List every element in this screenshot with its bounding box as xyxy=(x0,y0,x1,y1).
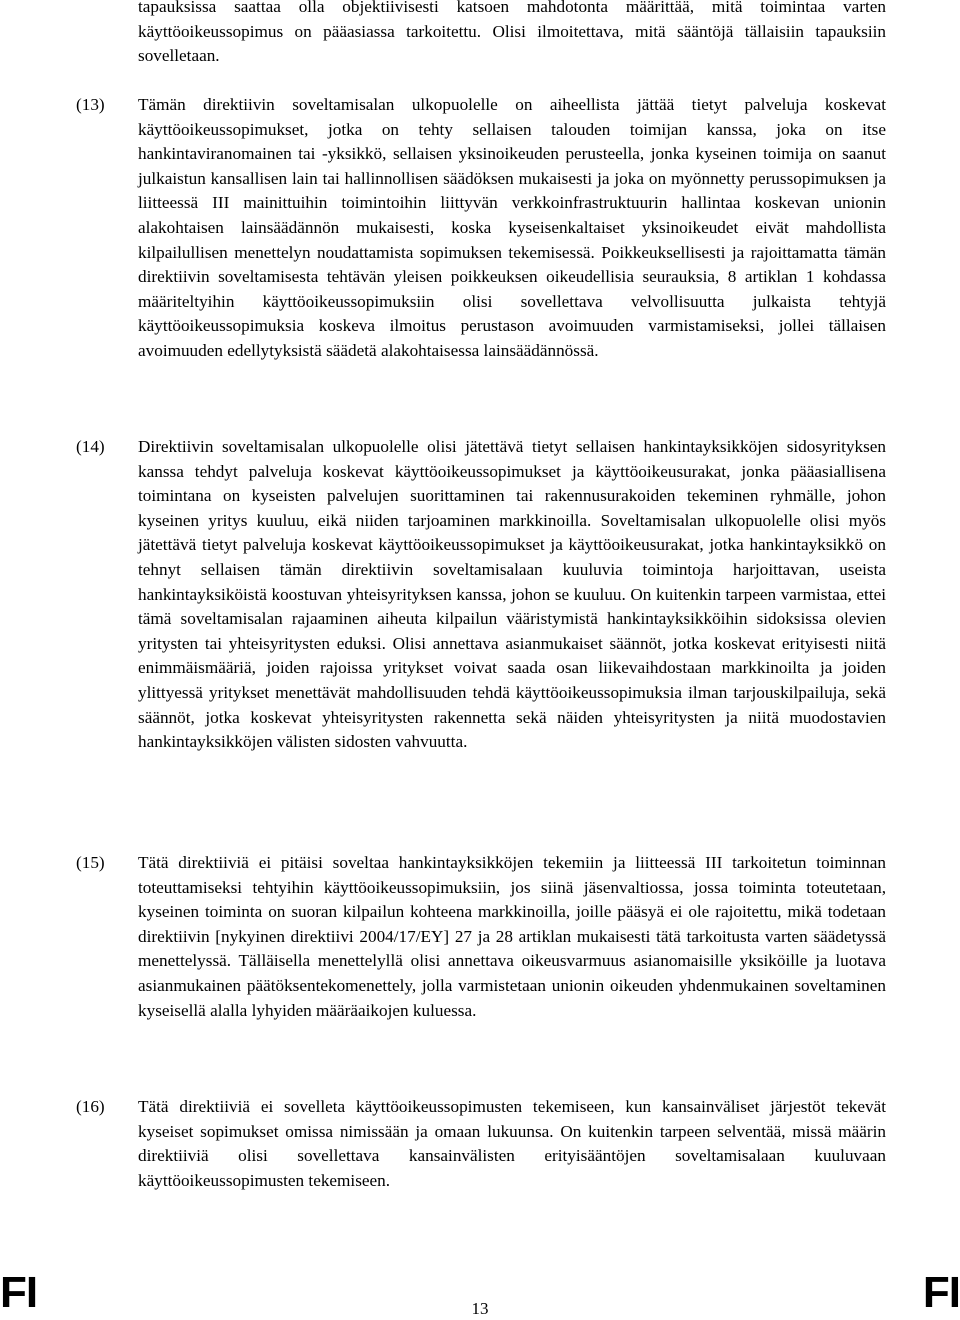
paragraph-16-text: Tätä direktiiviä ei sovelleta käyttöoikeussopimusten tekemiseen, kun kansainväliset järjestöt tekevät kyseiset sopimukset omissa nimissään ja omaan lukuunsa. On kuitenkin tarpeen selventää, missä määrin direktiiviä olisi sovellettava kansainvälisten erityisääntöjen soveltamisalaan kuuluvaan käyttöoikeussopimusten tekemiseen. xyxy=(138,1097,886,1190)
footer-language-code-left: FI xyxy=(0,1268,38,1317)
paragraph-number-14: (14) xyxy=(76,437,105,456)
paragraph-number-13: (13) xyxy=(76,95,105,114)
paragraph-number-16: (16) xyxy=(76,1097,105,1116)
paragraph-number-15: (15) xyxy=(76,853,105,872)
paragraph-13-text: Tämän direktiivin soveltamisalan ulkopuolelle on aiheellista jättää tietyt palveluja koskevat käyttöoikeussopimukset, jotka on tehty sellaisen talouden toimijan kanssa, joka on itse hankintaviranomainen tai -yksikkö, sellaisen yksinoikeuden perusteella, jonka kyseinen toimija on saanut julkaistun kansallisen lain tai hallinnollisen säädöksen mukaisesti ja joka on myönnetty perussopimuksen ja liitteessä III mainittuihin toimintoihin liittyvän verkkoinfrastruktuurin hallintaa koskevan unionin alakohtaisen lainsäädännön mukaisesti, koska kyseisenkaltaiset yksinoikeudet eivät mahdollista kilpailullisen menettelyn noudattamista sopimuksen tekemisessä. Poikkeuksellisesti ja rajoittamatta tämän direktiivin soveltamisesta tehtävän yleisen poikkeuksen oikeudellisia seurauksia, 8 artiklan 1 kohdassa määriteltyihin käyttöoikeussopimuksiin olisi sovellettava velvollisuutta julkaista tehtyjä käyttöoikeussopimuksia koskeva ilmoitus perustason avoimuuden varmistamiseksi, jollei tällaisen avoimuuden edellytyksistä säädetä alakohtaisessa lainsäädännössä. xyxy=(138,95,886,360)
page-number: 13 xyxy=(471,1299,489,1318)
footer-language-code-right: FI xyxy=(922,1268,960,1317)
intro-paragraph-continuation: tapauksissa saattaa olla objektiivisesti katsoen mahdotonta määrittää, mitä toimintaa varten käyttöoikeussopimus on pääasiassa tarkoitettu. Olisi ilmoitettava, mitä sääntöjä tällaisiin tapauksiin sovelletaan. xyxy=(138,0,886,66)
paragraph-14-text: Direktiivin soveltamisalan ulkopuolelle olisi jätettävä tietyt sellaisen hankintayksikköjen sidosyrityksen kanssa tehdyt palveluja koskevat käyttöoikeussopimukset ja käyttöoikeusurakat, jonka pääasiallisena toimintana on kyseisten palvelujen suorittaminen tai rakennusurakoiden tekeminen ryhmälle, johon kyseinen yritys kuuluu, eikä niiden tarjoaminen markkinoilla. Soveltamisalan ulkopuolelle olisi myös jätettävä tietyt palveluja koskevat käyttöoikeussopimukset ja käyttöoikeusurakat, jotka hankintayksikkö on tehnyt sellaisen tämän direktiivin soveltamisalaan kuuluvia toimintoja harjoittavan, useista hankintayksiköistä koostuvan yhteisyrityksen kanssa, johon se kuuluu. On kuitenkin tarpeen varmistaa, ettei tämä soveltamisalan rajaaminen aiheuta kilpailun vääristymistä hankintayksikköihin sidoksissa olevien yritysten tai yhteisyritysten eduksi. Olisi annettava asianmukaiset säännöt, jotka koskevat erityisesti niitä enimmäismääriä, joiden rajoissa yritykset voivat saada osan liikevaihdostaan markkinoilta ja joiden ylittyessä yritykset menettävät mahdollisuuden tehdä käyttöoikeussopimuksia ilman tarjouskilpailuja, sekä säännöt, jotka koskevat yhteisyritysten rakennetta sekä näiden yhteisyritysten ja niitä muodostavien hankintayksikköjen välisten sidosten vahvuutta. xyxy=(138,437,886,752)
paragraph-15-text: Tätä direktiiviä ei pitäisi soveltaa hankintayksikköjen tekemiin ja liitteessä III tarkoitetun toiminnan toteuttamiseksi tehtyihin käyttöoikeussopimuksiin, jos siinä jäsenvaltiossa, jossa toiminta toteutetaan, kyseinen toiminta on suoran kilpailun kohteena markkinoilla, joille pääsyä ei ole rajoitettu, mikä todetaan direktiivin [nykyinen direktiivi 2004/17/EY] 27 ja 28 artiklan mukaisesti tätä tarkoitusta varten säädetyssä menettelyssä. Tälläisella menettelyllä olisi annettava oikeusvarmuus asianomaisille yksiköille ja luotava asianmukainen päätöksentekomenettely, jolla varmistetaan unionin oikeuden yhdenmukainen soveltaminen kyseisellä alalla lyhyiden määräaikojen kuluessa. xyxy=(138,853,886,1020)
